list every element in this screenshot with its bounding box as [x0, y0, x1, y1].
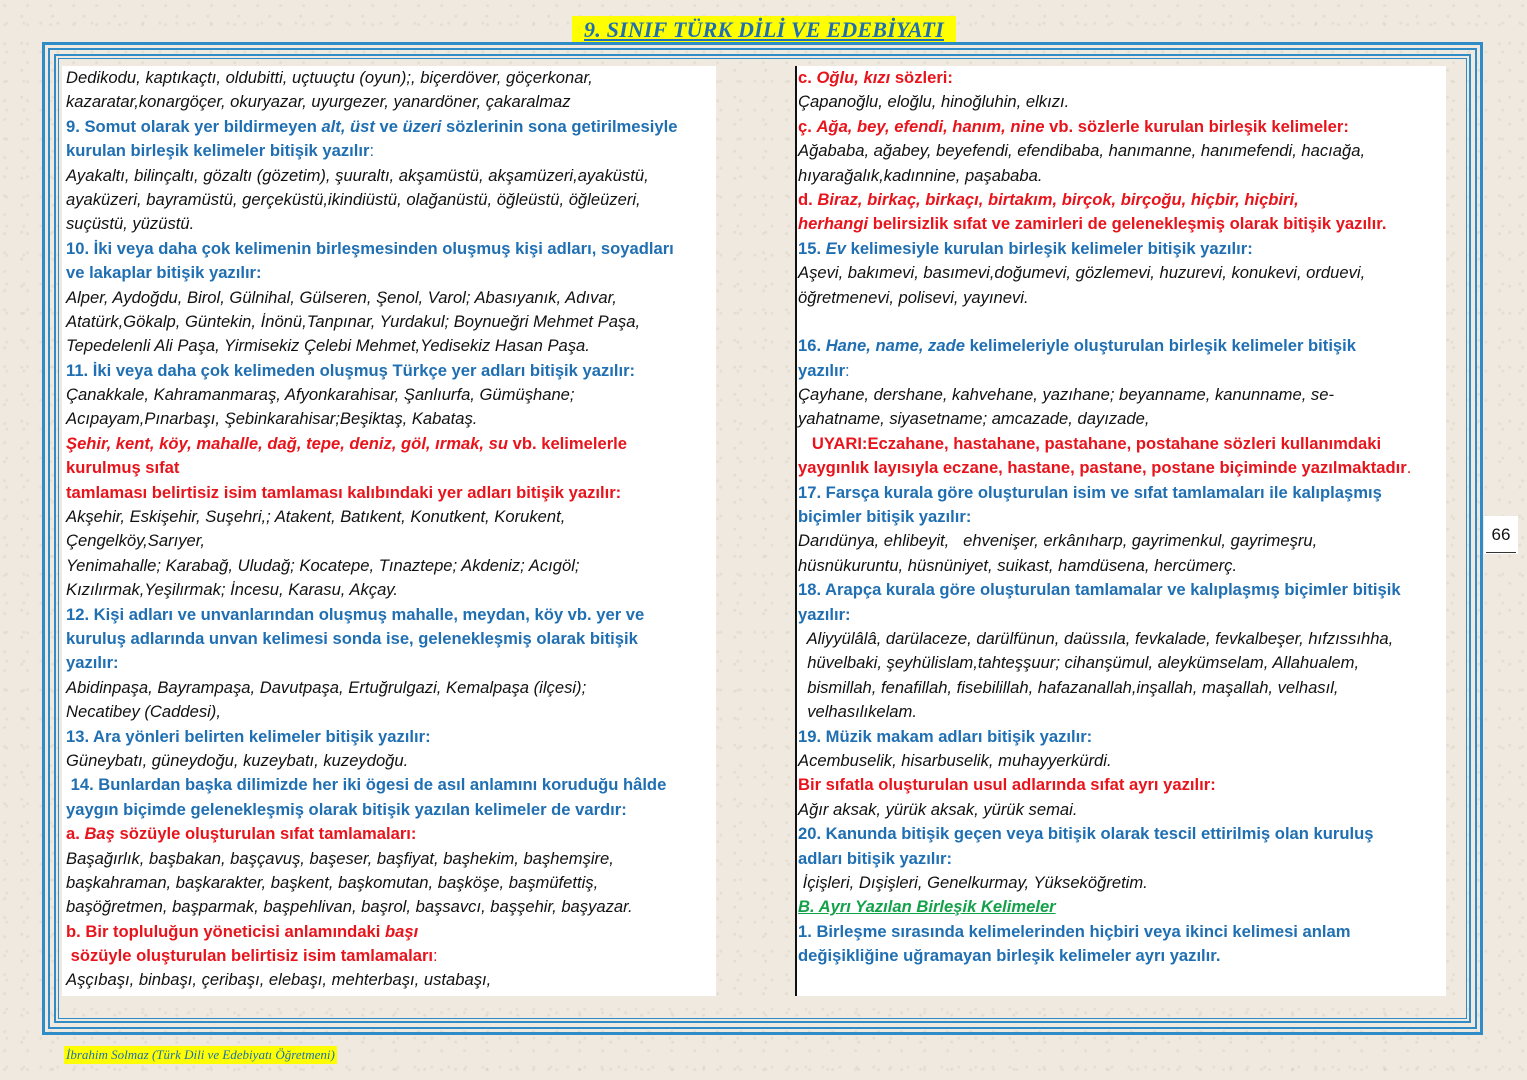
example-line: yahatname, siyasetname; amcazade, dayızade, — [798, 409, 1150, 429]
rule-heading: yazılır: — [66, 653, 119, 673]
rule-heading-red: ç. Ağa, bey, efendi, hanım, nine vb. sözlerle kurulan birleşik kelimeler: — [798, 116, 1349, 136]
warning-line: UYARI:Eczahane, hastahane, pastahane, postahane sözleri kullanımdaki — [798, 433, 1382, 453]
rule-heading: 14. Bunlardan başka dilimizde her iki ögesi de asıl anlamını koruduğu hâlde — [66, 775, 667, 795]
example-line: Tepedelenli Ali Paşa, Yirmisekiz Çelebi Mehmet,Yedisekiz Hasan Paşa. — [66, 336, 590, 356]
example-line: Aşevi, bakımevi, basımevi,doğumevi, gözlemevi, huzurevi, konukevi, orduevi, — [798, 263, 1366, 283]
example-line: başkahraman, başkarakter, başkent, başkomutan, başköşe, başmüfettiş, — [66, 872, 599, 892]
rule-heading: 1. Birleşme sırasında kelimelerinden hiçbiri veya ikinci kelimesi anlam — [798, 921, 1351, 941]
example-line: bismillah, fenafillah, fisebilillah, hafazanallah,inşallah, maşallah, velhasıl, — [798, 677, 1339, 697]
rule-heading: 17. Farsça kurala göre oluşturulan isim ve sıfat tamlamaları ile kalıplaşmış — [798, 482, 1382, 502]
blank-line — [798, 310, 1446, 334]
rule-heading-red: b. Bir topluluğun yöneticisi anlamındaki başı — [66, 921, 419, 941]
rule-heading: ve lakaplar bitişik yazılır: — [66, 263, 262, 283]
rule-heading: 16. Hane, name, zade kelimeleriyle oluşturulan birleşik kelimeler bitişik — [798, 336, 1357, 356]
rule-heading-red: herhangi belirsizlik sıfat ve zamirleri de gelenekleşmiş olarak bitişik yazılır. — [798, 214, 1387, 234]
rule-heading: kurulan birleşik kelimeler bitişik yazılır: — [66, 141, 375, 161]
example-line: Darıdünya, ehlibeyit, ehvenişer, erkânıharp, gayrimenkul, gayrimeşru, — [798, 531, 1318, 551]
section-heading: B. Ayrı Yazılan Birleşik Kelimeler — [798, 897, 1056, 917]
rule-heading: 12. Kişi adları ve unvanlarından oluşmuş mahalle, meydan, köy vb. yer ve — [66, 604, 645, 624]
example-line: Ağababa, ağabey, beyefendi, efendibaba, hanımanne, hanımefendi, hacıağa, — [798, 141, 1366, 161]
rule-heading: yazılır: — [798, 604, 851, 624]
example-line: Aliyyülâlâ, darülaceze, darülfünun, daüssıla, fevkalade, fevkalbeşer, hıfzıssıhha, — [798, 628, 1394, 648]
example-line: hıyarağalık,kadınnine, paşababa. — [798, 165, 1043, 185]
rule-heading-red: d. Biraz, birkaç, birkaçı, birtakım, birçok, birçoğu, hiçbir, hiçbiri, — [798, 189, 1299, 209]
page-title: 9. SINIF TÜRK DİLİ VE EDEBİYATI — [572, 16, 956, 43]
example-line: Akşehir, Eskişehir, Suşehri,; Atakent, Batıkent, Konutkent, Korukent, — [66, 507, 566, 527]
example-line: Ağır aksak, yürük aksak, yürük semai. — [798, 799, 1078, 819]
example-line: Acembuselik, hisarbuselik, muhayyerkürdi. — [798, 750, 1112, 770]
example-line: Acıpayam,Pınarbaşı, Şebinkarahisar;Beşiktaş, Kabataş. — [66, 409, 478, 429]
page-number: 66 — [1484, 516, 1518, 554]
rule-heading-red: Şehir, kent, köy, mahalle, dağ, tepe, deniz, göl, ırmak, su vb. kelimelerle — [66, 433, 628, 453]
rule-heading: yazılır: — [798, 360, 850, 380]
example-line: hüvelbaki, şeyhülislam,tahteşşuur; cihanşümul, aleykümselam, Allahualem, — [798, 653, 1360, 673]
example-line: İçişleri, Dışişleri, Genelkurmay, Yükseköğretim. — [798, 872, 1148, 892]
example-line: Alper, Aydoğdu, Birol, Gülnihal, Gülseren, Şenol, Varol; Abasıyanık, Adıvar, — [66, 287, 617, 307]
rule-heading: 10. İki veya daha çok kelimenin birleşmesinden oluşmuş kişi adları, soyadları — [66, 238, 674, 258]
example-line: Abidinpaşa, Bayrampaşa, Davutpaşa, Ertuğrulgazi, Kemalpaşa (ilçesi); — [66, 677, 587, 697]
rule-heading-red: c. Oğlu, kızı sözleri: — [798, 68, 953, 87]
example-line: Çanakkale, Kahramanmaraş, Afyonkarahisar, Şanlıurfa, Gümüşhane; — [66, 385, 575, 405]
example-line: hüsnükuruntu, hüsnüniyet, suikast, hamdüsena, hercümerç. — [798, 555, 1238, 575]
rule-heading-red: Bir sıfatla oluşturulan usul adlarında sıfat ayrı yazılır: — [798, 775, 1216, 795]
rule-heading-red: sözüyle oluşturulan belirtisiz isim tamlamaları: — [66, 946, 438, 966]
rule-heading-red: tamlaması belirtisiz isim tamlaması kalıbındaki yer adları bitişik yazılır: — [66, 482, 622, 502]
example-line: Atatürk,Gökalp, Güntekin, İnönü,Tanpınar, Yurdakul; Boynueğri Mehmet Paşa, — [66, 311, 641, 331]
example-line: velhasılıkelam. — [798, 702, 917, 722]
footer-author: İbrahim Solmaz (Türk Dili ve Edebiyatı Öğretmeni) — [66, 1047, 335, 1062]
rule-heading: yaygın biçimde gelenekleşmiş olarak bitişik yazılan kelimeler de vardır: — [66, 799, 627, 819]
rule-heading: 15. Ev kelimesiyle kurulan birleşik kelimeler bitişik yazılır: — [798, 238, 1253, 258]
rule-heading: kuruluş adlarında unvan kelimesi sonda ise, gelenekleşmiş olarak bitişik — [66, 628, 638, 648]
example-line: Güneybatı, güneydoğu, kuzeybatı, kuzeydoğu. — [66, 750, 409, 770]
page-number-underline — [1486, 552, 1516, 553]
text-line: kazaratar,konargöçer, okuryazar, uyurgezer, yanardöner, çakaralmaz — [66, 92, 571, 112]
example-line: suçüstü, yüzüstü. — [66, 214, 195, 234]
example-line: Çengelköy,Sarıyer, — [66, 531, 205, 551]
rule-heading: 19. Müzik makam adları bitişik yazılır: — [798, 726, 1093, 746]
left-column — [62, 66, 716, 996]
rule-heading: 11. İki veya daha çok kelimeden oluşmuş Türkçe yer adları bitişik yazılır: — [66, 360, 636, 380]
text-line: Dedikodu, kaptıkaçtı, oldubitti, uçtuuçtu (oyun);, biçerdöver, göçerkonar, — [66, 68, 593, 87]
example-line: başöğretmen, başparmak, başpehlivan, başrol, başsavcı, başşehir, başyazar. — [66, 897, 633, 917]
example-line: Necatibey (Caddesi), — [66, 702, 221, 722]
example-line: Çayhane, dershane, kahvehane, yazıhane; beyanname, kanunname, se- — [798, 385, 1334, 405]
rule-heading: 13. Ara yönleri belirten kelimeler bitişik yazılır: — [66, 726, 431, 746]
rule-heading-red: kurulmuş sıfat — [66, 458, 180, 478]
example-line: Yenimahalle; Karabağ, Uludağ; Kocatepe, Tınaztepe; Akdeniz; Acıgöl; — [66, 555, 580, 575]
example-line: Kızılırmak,Yeşilırmak; İncesu, Karasu, Akçay. — [66, 580, 398, 600]
rule-heading: 18. Arapça kurala göre oluşturulan tamlamalar ve kalıplaşmış biçimler bitişik — [798, 580, 1401, 600]
example-line: öğretmenevi, polisevi, yayınevi. — [798, 287, 1029, 307]
rule-heading: biçimler bitişik yazılır: — [798, 507, 972, 527]
rule-heading: 20. Kanunda bitişik geçen veya bitişik olarak tescil ettirilmiş olan kuruluş — [798, 824, 1374, 844]
warning-line: yaygınlık layısıyla eczane, hastane, pastane, postane biçiminde yazılmaktadır. — [798, 458, 1412, 478]
example-line: Başağırlık, başbakan, başçavuş, başeser, başfiyat, başhekim, başhemşire, — [66, 848, 614, 868]
rule-heading: adları bitişik yazılır: — [798, 848, 953, 868]
example-line: Ayakaltı, bilinçaltı, gözaltı (gözetim), şuuraltı, akşamüstü, akşamüzeri,ayaküstü, — [66, 165, 649, 185]
example-line: ayaküzeri, bayramüstü, gerçeküstü,ikindiüstü, olağanüstü, öğleüstü, öğleüzeri, — [66, 189, 641, 209]
rule-heading: 9. Somut olarak yer bildirmeyen alt, üst ve üzeri sözlerinin sona getirilmesiyle — [66, 116, 678, 136]
example-line: Çapanoğlu, eloğlu, hinoğluhin, elkızı. — [798, 92, 1070, 112]
rule-heading: değişikliğine uğramayan birleşik kelimeler ayrı yazılır. — [798, 946, 1221, 966]
rule-heading-red: a. Baş sözüyle oluşturulan sıfat tamlamaları: — [66, 824, 417, 844]
example-line: Aşçıbaşı, binbaşı, çeribaşı, elebaşı, mehterbaşı, ustabaşı, — [66, 970, 492, 990]
right-column — [795, 66, 1446, 996]
